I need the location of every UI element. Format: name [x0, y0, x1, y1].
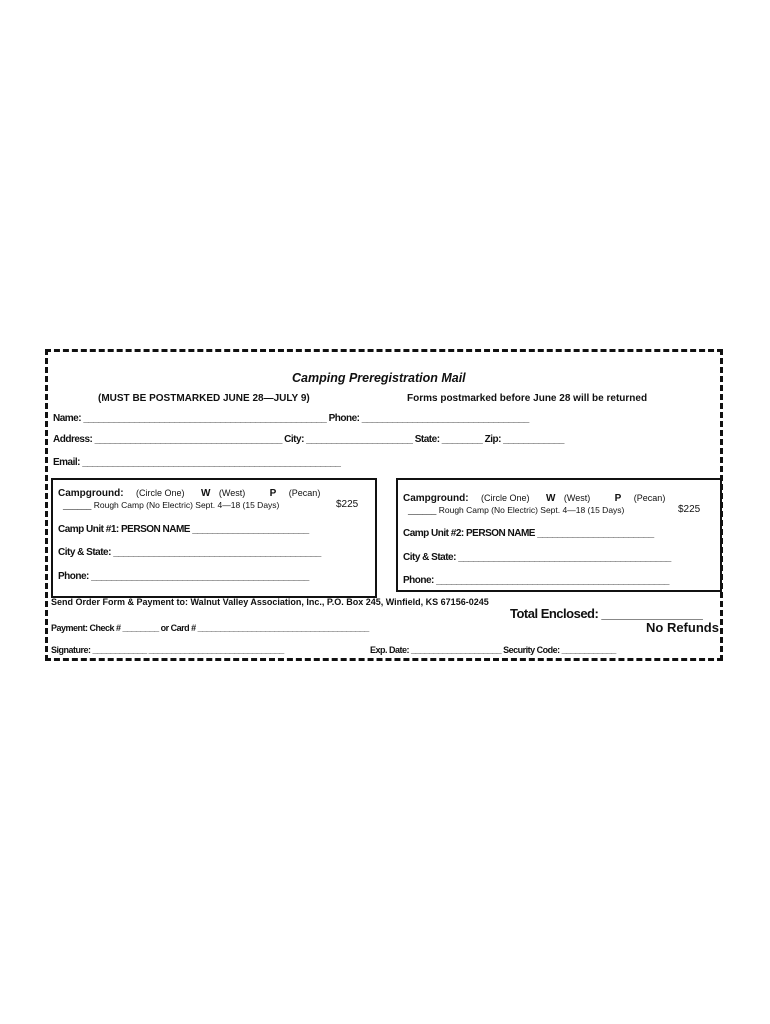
- unit2-city-state-line[interactable]: City & State: __________________________________________: [403, 552, 671, 563]
- unit2-price: $225: [678, 504, 701, 515]
- unit1-campground-label: Campground:: [58, 488, 124, 499]
- unit1-campground-row: [58, 483, 320, 501]
- unit2-pecan-option[interactable]: P: [614, 493, 622, 504]
- camping-preregistration-form: [45, 349, 723, 661]
- unit1-rough-camp[interactable]: ______ Rough Camp (No Electric) Sept. 4—18 (15 Days): [63, 500, 280, 510]
- payment-line[interactable]: Payment: Check # ________ or Card # ______________________________________: [51, 623, 369, 633]
- unit2-phone-line[interactable]: Phone: ______________________________________________: [403, 575, 669, 586]
- unit1-price: $225: [336, 499, 359, 510]
- unit2-campground-label: Campground:: [403, 493, 469, 504]
- total-enclosed-line[interactable]: Total Enclosed: _______________: [510, 606, 703, 621]
- unit2-rough-camp[interactable]: ______ Rough Camp (No Electric) Sept. 4—18 (15 Days): [408, 505, 625, 515]
- unit2-west-option[interactable]: W: [545, 493, 556, 504]
- unit2-person-name-line[interactable]: Camp Unit #2: PERSON NAME _______________________: [403, 528, 654, 539]
- camp-unit-2-box: [396, 478, 722, 592]
- unit1-pecan-label: (Pecan): [288, 488, 321, 498]
- unit1-person-name-line[interactable]: Camp Unit #1: PERSON NAME _______________________: [58, 524, 309, 535]
- exp-security-line[interactable]: Exp. Date: ____________________ Security Code: ____________: [370, 645, 616, 655]
- unit2-west-label: (West): [563, 493, 591, 503]
- unit1-city-state-line[interactable]: City & State: _________________________________________: [58, 547, 321, 558]
- unit2-circle-one: (Circle One): [481, 493, 530, 503]
- unit1-west-option[interactable]: W: [200, 488, 211, 499]
- unit2-pecan-label: (Pecan): [633, 493, 666, 503]
- signature-line[interactable]: Signature: ____________ ______________________________: [51, 645, 284, 655]
- unit1-phone-line[interactable]: Phone: ___________________________________________: [58, 571, 309, 582]
- no-refunds-note: No Refunds: [646, 620, 719, 635]
- form-title: Camping Preregistration Mail: [292, 371, 466, 385]
- unit1-west-label: (West): [218, 488, 246, 498]
- unit2-campground-row: [403, 488, 665, 506]
- address-line[interactable]: Address: _____________________________________ City: _____________________ State: ________ Zip: ____________: [53, 434, 564, 445]
- camp-unit-1-box: [51, 478, 377, 598]
- postmark-notice: (MUST BE POSTMARKED JUNE 28—JULY 9): [98, 393, 310, 404]
- email-line[interactable]: Email: ___________________________________________________: [53, 457, 341, 468]
- send-to-address: Send Order Form & Payment to: Walnut Valley Association, Inc., P.O. Box 245, Winfield, KS 67156-0245: [51, 597, 489, 607]
- unit1-pecan-option[interactable]: P: [269, 488, 277, 499]
- unit1-circle-one: (Circle One): [136, 488, 185, 498]
- name-phone-line[interactable]: Name: ________________________________________________ Phone: _________________________________: [53, 413, 529, 424]
- early-notice: Forms postmarked before June 28 will be returned: [407, 393, 648, 404]
